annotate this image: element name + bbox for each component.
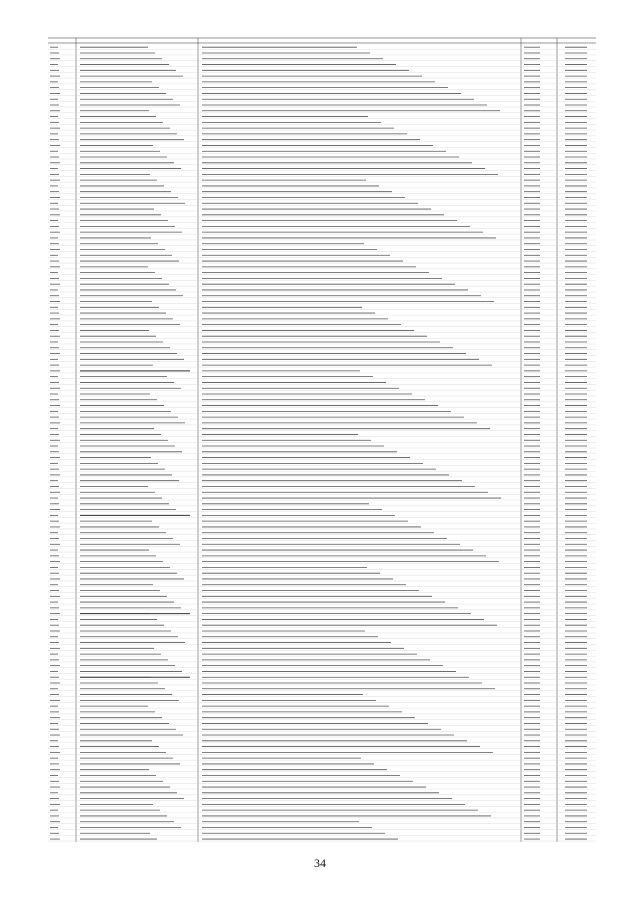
page-number: 34 [314, 856, 326, 870]
